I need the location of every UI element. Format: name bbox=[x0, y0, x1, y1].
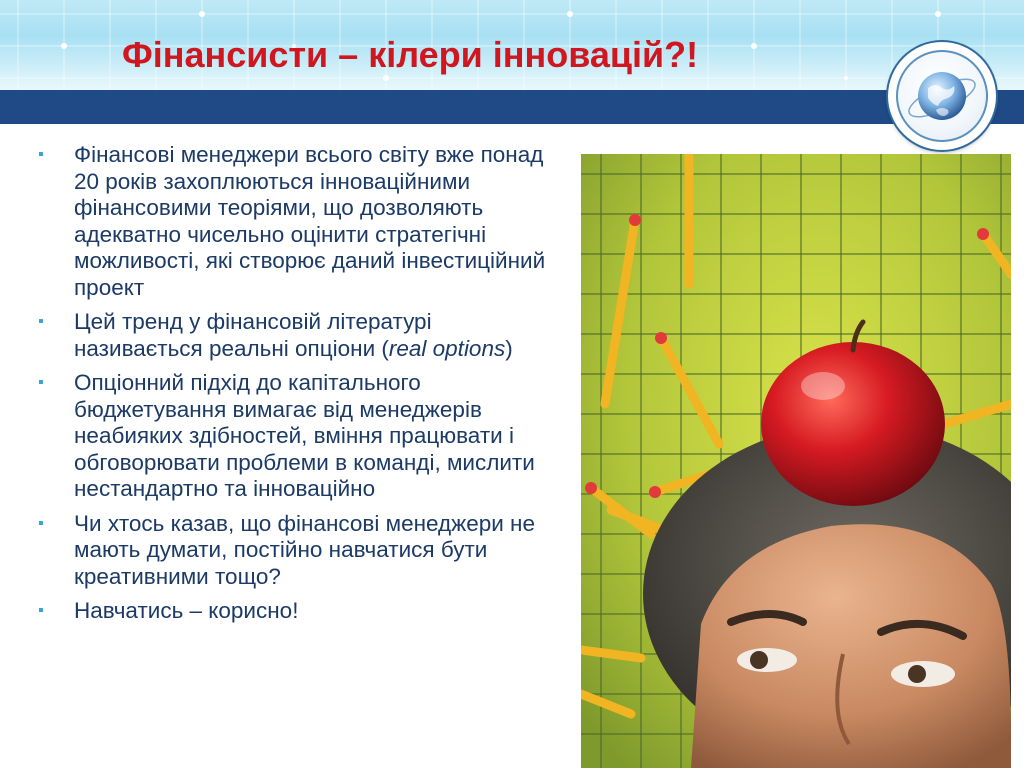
bullet-item bbox=[38, 598, 558, 625]
bullet-text: Фінансові менеджери всього світу вже понад 20 років захоплюються інноваційними фінансовими теоріями, що дозволяють адекватно чисельно оцінити стратегічні можливості, які створює даний інвестиційний проект bbox=[74, 142, 546, 300]
bullet-marker-icon: ▪ bbox=[38, 313, 44, 330]
slide-title: Фінансисти – кілери інновацій?! bbox=[122, 34, 699, 75]
globe-emblem-inner bbox=[896, 50, 988, 142]
title-underline-bar bbox=[0, 90, 1024, 124]
photo-illustration bbox=[581, 154, 1011, 768]
bullet-item bbox=[38, 142, 558, 301]
bullet-marker-icon: ▪ bbox=[38, 374, 44, 391]
bullet-item bbox=[38, 309, 558, 362]
bullet-text-italic: real options bbox=[388, 335, 506, 361]
bullet-text: Опціонний підхід до капітального бюджетування вимагає від менеджерів неабияких здібностей, вміння працювати і обговорювати проблеми в команді, мислити нестандартно та інноваційно bbox=[74, 370, 535, 501]
bullet-item bbox=[38, 511, 558, 591]
bullet-list bbox=[38, 142, 558, 633]
bullet-text: Навчатись – корисно! bbox=[74, 598, 299, 623]
bullet-marker-icon: ▪ bbox=[38, 146, 44, 163]
bullet-text-part: Цей тренд у фінансовій літературі називається реальні опціони ( bbox=[74, 309, 432, 361]
bullet-text: Чи хтось казав, що фінансові менеджери не мають думати, постійно навчатися бути креативними тощо? bbox=[74, 510, 535, 589]
man-with-apple-and-pencils-image bbox=[581, 154, 1011, 768]
bullet-text bbox=[74, 309, 513, 361]
globe-emblem bbox=[888, 42, 996, 150]
header-background bbox=[0, 0, 1024, 90]
globe-icon bbox=[896, 50, 988, 142]
bullet-text-part: ) bbox=[505, 335, 513, 361]
bullet-marker-icon: ▪ bbox=[38, 514, 44, 532]
bullet-marker-icon: ▪ bbox=[38, 602, 44, 619]
bullet-item bbox=[38, 370, 558, 503]
